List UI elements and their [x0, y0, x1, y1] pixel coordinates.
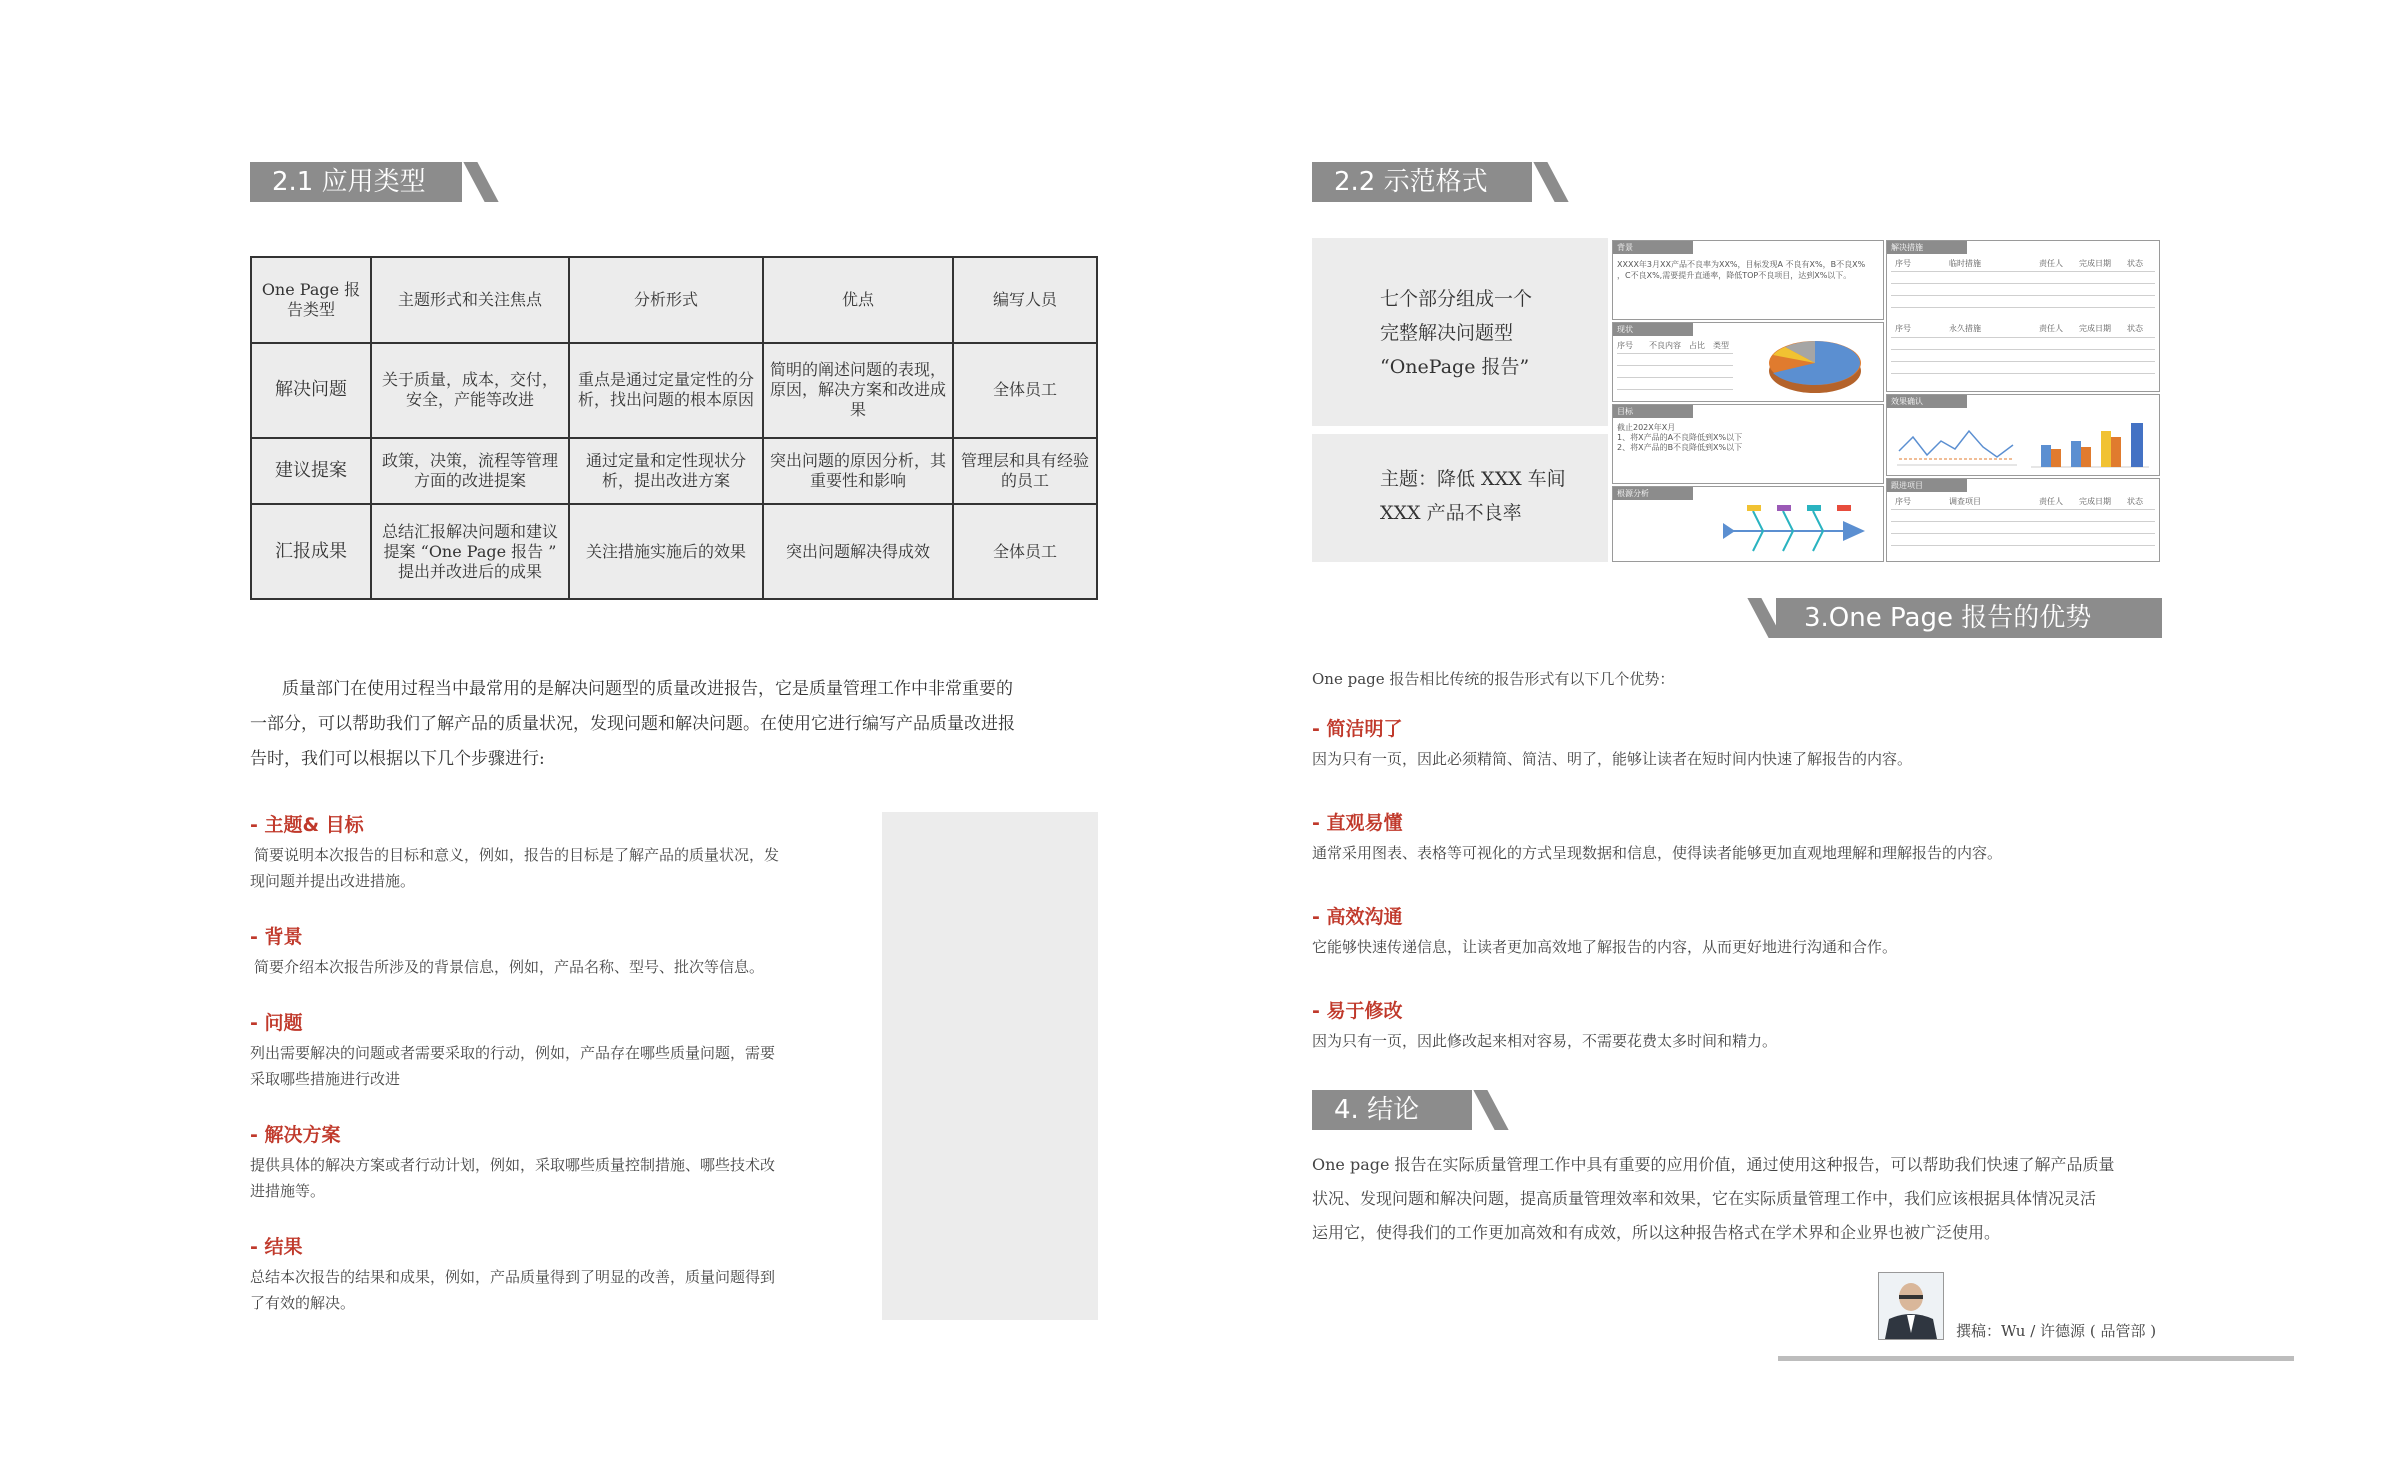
step-text: 采取哪些措施进行改进: [250, 1070, 401, 1088]
summary-line: 完整解决问题型: [1380, 322, 1514, 344]
intro-line: 告时，我们可以根据以下几个步骤进行:: [250, 749, 545, 769]
perm-col: 永久措施: [1949, 324, 1981, 333]
sample-panel-status: [1612, 322, 1884, 402]
header-slash-decoration: [1473, 1090, 1508, 1130]
perm-col: 序号: [1895, 324, 1911, 333]
section-title: 2.2 示范格式: [1334, 167, 1488, 197]
advantage-title: - 易于修改: [1312, 1000, 1403, 1022]
temp-col: 完成日期: [2079, 259, 2111, 268]
table-cell: 关于质量，成本，交付，安全，产能等改进: [371, 343, 569, 438]
step-title: - 问题: [250, 1012, 303, 1034]
sample-report-thumbnail: [1612, 240, 2160, 562]
step-text: 现问题并提出改进措施。: [250, 872, 416, 890]
table-cell: 突出问题解决得成效: [763, 504, 953, 599]
status-col: 类型: [1713, 341, 1729, 350]
table-cell: 突出问题的原因分析，其重要性和影响: [763, 438, 953, 504]
summary-line: 七个部分组成一个: [1380, 288, 1533, 310]
step-text: 列出需要解决的问题或者需要采取的行动，例如，产品存在哪些质量问题，需要: [250, 1044, 776, 1062]
advantages-intro: One page 报告相比传统的报告形式有以下几个优势：: [1312, 670, 1675, 688]
status-col: 序号: [1617, 341, 1633, 350]
panel-label: 根源分析: [1617, 489, 1649, 498]
header-slash-decoration: [463, 162, 498, 202]
summary-box: [1312, 238, 1608, 426]
table-cell: 建议提案: [251, 438, 371, 504]
follow-col: 状态: [2127, 497, 2143, 506]
conclusion-line: 状况、发现问题和解决问题，提高质量管理效率和效果，它在实际质量管理工作中，我们应该根据具体情况灵活: [1312, 1189, 2097, 1208]
step-text: 简要介绍本次报告所涉及的背景信息，例如，产品名称、型号、批次等信息。: [254, 958, 765, 976]
step-text: 进措施等。: [250, 1182, 326, 1200]
panel-label: 解决措施: [1891, 243, 1923, 252]
table-cell: 简明的阐述问题的表现，原因，解决方案和改进成果: [763, 343, 953, 438]
step-title: - 主题& 目标: [250, 814, 364, 836]
advantage-title: - 直观易懂: [1312, 812, 1403, 834]
target-text: 截止202X年X月: [1617, 423, 1676, 432]
table-row: [251, 438, 1097, 504]
panel-label: 背景: [1617, 243, 1633, 252]
author-credit: 撰稿：Wu / 许德源 ( 品管部 ): [1956, 1322, 2157, 1340]
summary-line: “OnePage 报告”: [1380, 356, 1530, 378]
section-title: 2.1 应用类型: [272, 167, 426, 197]
step-text: 总结本次报告的结果和成果，例如，产品质量得到了明显的改善，质量问题得到: [250, 1268, 776, 1286]
table-cell: 通过定量和定性现状分析，提出改进方案: [569, 438, 763, 504]
table-cell: 政策，决策，流程等管理方面的改进提案: [371, 438, 569, 504]
panel-label: 跟进项目: [1891, 481, 1923, 490]
advantage-text: 因为只有一页，因此修改起来相对容易，不需要花费太多时间和精力。: [1312, 1032, 1778, 1050]
table-cell: 解决问题: [251, 343, 371, 438]
table-row: [251, 343, 1097, 438]
step-text: 简要说明本次报告的目标和意义，例如，报告的目标是了解产品的质量状况，发: [254, 846, 780, 864]
follow-col: 序号: [1895, 497, 1911, 506]
fishbone-diagram-icon: [1713, 501, 1873, 557]
table-cell: 重点是通过定量定性的分析，找出问题的根本原因: [569, 343, 763, 438]
temp-col: 临时措施: [1949, 259, 1981, 268]
advantage-title: - 简洁明了: [1312, 718, 1403, 740]
table-header-cell: 分析形式: [569, 257, 763, 343]
advantage-text: 它能够快速传递信息，让读者更加高效地了解报告的内容，从而更好地进行沟通和合作。: [1312, 938, 1898, 956]
advantage-text: 通常采用图表、表格等可视化的方式呈现数据和信息，使得读者能够更加直观地理解和理解报告的内容。: [1312, 844, 2003, 862]
perm-col: 状态: [2127, 324, 2143, 333]
status-col: 不良内容: [1649, 341, 1681, 350]
table-cell: 总结汇报解决问题和建议提案 “One Page 报告 ” 提出并改进后的成果: [371, 504, 569, 599]
author-avatar: [1878, 1272, 1944, 1340]
table-cell: 关注措施实施后的效果: [569, 504, 763, 599]
header-slash-decoration: [1533, 162, 1568, 202]
temp-col: 序号: [1895, 259, 1911, 268]
section-header-conclusion: [1312, 1090, 1472, 1130]
sample-panel-background: [1612, 240, 1884, 320]
section-title: 3.One Page 报告的优势: [1804, 603, 2092, 633]
image-placeholder-box: [882, 812, 1098, 1320]
footer-divider: [1778, 1356, 2294, 1361]
sample-panel-root-cause: [1612, 486, 1884, 562]
table-header-cell: One Page 报告类型: [251, 257, 371, 343]
background-text: XXXX年3月XX产品不良率为XX%，目标发现A 不良有X%，B不良X%: [1617, 260, 1866, 269]
table-header-row: [251, 257, 1097, 343]
follow-col: 责任人: [2039, 497, 2063, 506]
table-cell: 管理层和具有经验的员工: [953, 438, 1097, 504]
step-title: - 结果: [250, 1236, 303, 1258]
conclusion-line: 运用它，使得我们的工作更加高效和有成效，所以这种报告格式在学术界和企业界也被广泛使用。: [1312, 1223, 2001, 1242]
sample-panel-countermeasure: [1886, 240, 2160, 392]
panel-label: 现状: [1617, 325, 1633, 334]
perm-col: 完成日期: [2079, 324, 2111, 333]
section-header-application-types: [250, 162, 462, 202]
application-types-table: [250, 256, 1098, 600]
table-cell: 全体员工: [953, 504, 1097, 599]
conclusion-line: One page 报告在实际质量管理工作中具有重要的应用价值，通过使用这种报告，可以帮助我们快速了解产品质量: [1312, 1155, 2115, 1174]
table-cell: 汇报成果: [251, 504, 371, 599]
status-col: 占比: [1689, 341, 1705, 350]
topic-line: XXX 产品不良率: [1380, 502, 1522, 524]
intro-line: 一部分，可以帮助我们了解产品的质量状况，发现问题和解决问题。在使用它进行编写产品质量改进报: [250, 714, 1015, 734]
follow-col: 完成日期: [2079, 497, 2111, 506]
temp-col: 状态: [2127, 259, 2143, 268]
intro-line: 质量部门在使用过程当中最常用的是解决问题型的质量改进报告，它是质量管理工作中非常重要的: [282, 679, 1013, 699]
step-title: - 解决方案: [250, 1124, 341, 1146]
target-text: 1、将X产品的A不良降低到X%以下: [1617, 433, 1743, 442]
table-row: [251, 504, 1097, 599]
sample-panel-target: [1612, 404, 1884, 484]
table-header-cell: 优点: [763, 257, 953, 343]
advantage-title: - 高效沟通: [1312, 906, 1403, 928]
sample-panel-effect: [1886, 394, 2160, 476]
step-text: 提供具体的解决方案或者行动计划，例如，采取哪些质量控制措施、哪些技术改: [250, 1156, 776, 1174]
sample-panel-followup: [1886, 478, 2160, 562]
advantage-text: 因为只有一页，因此必须精简、简洁、明了，能够让读者在短时间内快速了解报告的内容。: [1312, 750, 1913, 768]
topic-line: 主题：降低 XXX 车间: [1380, 468, 1566, 490]
target-text: 2、将X产品的B不良降低到X%以下: [1617, 443, 1743, 452]
section-title: 4. 结论: [1334, 1095, 1420, 1125]
background-text: ，C不良X%,需要提升直通率，降低TOP不良项目，达到X%以下。: [1617, 271, 1852, 280]
table-header-cell: 编写人员: [953, 257, 1097, 343]
person-photo-icon: [1879, 1273, 1943, 1339]
table-cell: 全体员工: [953, 343, 1097, 438]
step-text: 了有效的解决。: [250, 1294, 356, 1312]
follow-col: 调查项目: [1949, 497, 1981, 506]
section-header-advantages: [1776, 598, 2162, 638]
line-chart-icon: [1893, 411, 2021, 471]
topic-box: [1312, 434, 1608, 562]
temp-col: 责任人: [2039, 259, 2063, 268]
bar-chart-icon: [2027, 411, 2153, 471]
table-header-cell: 主题形式和关注焦点: [371, 257, 569, 343]
pie-chart-icon: [1763, 331, 1873, 397]
panel-label: 目标: [1617, 407, 1633, 416]
section-header-sample-format: [1312, 162, 1532, 202]
panel-label: 效果确认: [1891, 397, 1923, 406]
step-title: - 背景: [250, 926, 303, 948]
perm-col: 责任人: [2039, 324, 2063, 333]
